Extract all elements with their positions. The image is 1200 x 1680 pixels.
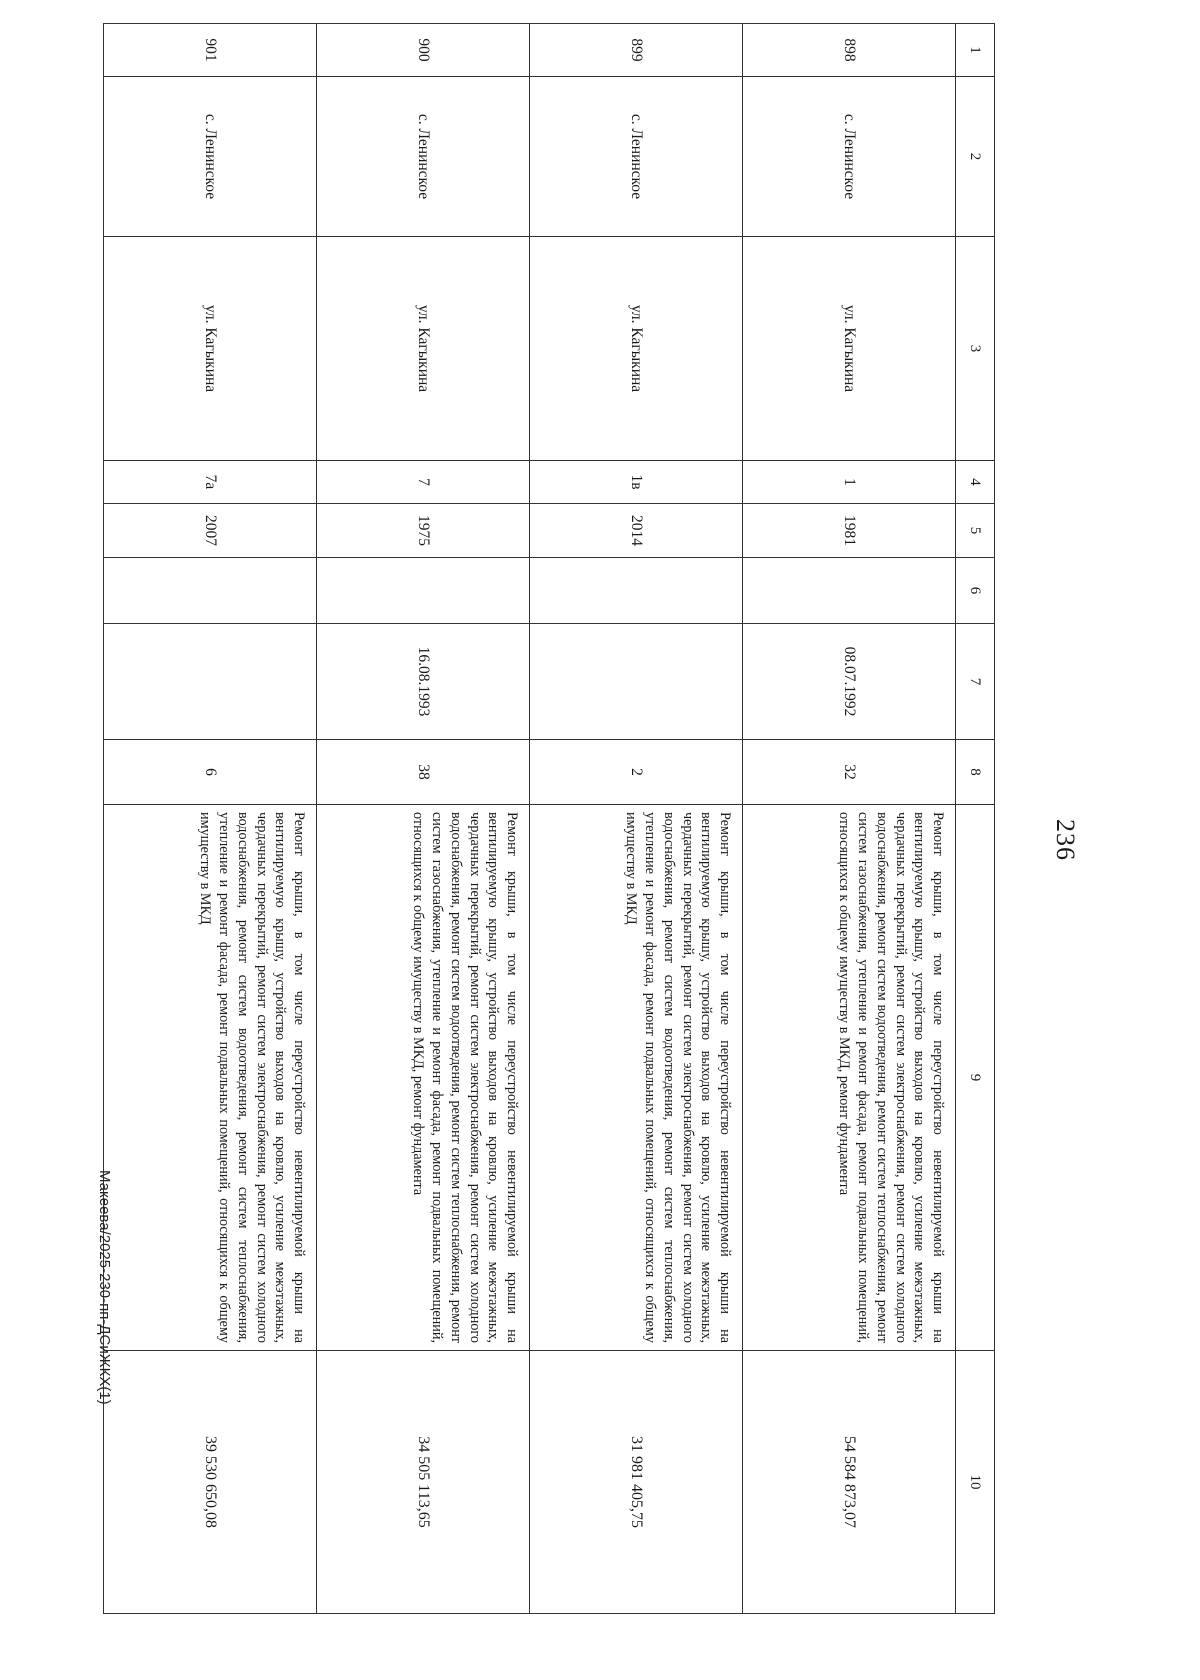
- header-cell: 3: [956, 237, 995, 461]
- year-built-cell: 1981: [743, 504, 956, 558]
- house-cell: 7: [317, 461, 530, 504]
- column-8-cell: 6: [104, 740, 317, 805]
- year-built-cell: 2007: [104, 504, 317, 558]
- header-cell: 4: [956, 461, 995, 504]
- works-cell: Ремонт крыши, в том числе переустройство невентилируемой крыши на вентилируемую крышу, устройство выходов на кровлю, усиление межэтажных, чердачных перекрытий, ремонт систем электроснабжения, ремонт систем холодного водоснабжения, ремонт систем водоотведения, ремонт систем теплоснабжения, ремонт систем газоснабжения, утепление и ремонт фасада, ремонт подвальных помещений, относящихся к общему имуществу в МКД, ремонт фундамента: [317, 805, 530, 1351]
- column-8-cell: 2: [530, 740, 743, 805]
- header-cell: 9: [956, 805, 995, 1351]
- header-cell: 5: [956, 504, 995, 558]
- amount-cell: 34 505 113,65: [317, 1351, 530, 1614]
- settlement-cell: с. Ленинское: [104, 77, 317, 237]
- table-row: [530, 24, 743, 1614]
- column-6-cell: [530, 558, 743, 624]
- row-number: 898: [743, 24, 956, 77]
- date-cell: 16.08.1993: [317, 624, 530, 740]
- year-built-cell: 1975: [317, 504, 530, 558]
- column-6-cell: [743, 558, 956, 624]
- house-cell: 1: [743, 461, 956, 504]
- works-cell: Ремонт крыши, в том числе переустройство невентилируемой крыши на вентилируемую крышу, устройство выходов на кровлю, усиление межэтажных, чердачных перекрытий, ремонт систем электроснабжения, ремонт систем холодного водоснабжения, ремонт систем водоотведения, ремонт систем теплоснабжения, ремонт систем газоснабжения, утепление и ремонт фасада, ремонт подвальных помещений, относящихся к общему имуществу в МКД, ремонт фундамента: [743, 805, 956, 1351]
- works-cell: Ремонт крыши, в том числе переустройство невентилируемой крыши на вентилируемую крышу, устройство выходов на кровлю, усиление межэтажных, чердачных перекрытий, ремонт систем электроснабжения, ремонт систем холодного водоснабжения, ремонт систем водоотведения, ремонт систем теплоснабжения, утепление и ремонт фасада, ремонт подвальных помещений, относящихся к общему имуществу в МКД: [104, 805, 317, 1351]
- settlement-cell: с. Ленинское: [317, 77, 530, 237]
- works-cell: Ремонт крыши, в том числе переустройство невентилируемой крыши на вентилируемую крышу, устройство выходов на кровлю, усиление межэтажных, чердачных перекрытий, ремонт систем электроснабжения, ремонт систем холодного водоснабжения, ремонт систем водоотведения, ремонт систем теплоснабжения, утепление и ремонт фасада, ремонт подвальных помещений, относящихся к общему имуществу в МКД: [530, 805, 743, 1351]
- column-6-cell: [317, 558, 530, 624]
- street-cell: ул. Кагыкина: [104, 237, 317, 461]
- street-cell: ул. Кагыкина: [743, 237, 956, 461]
- column-8-cell: 38: [317, 740, 530, 805]
- street-cell: ул. Кагыкина: [317, 237, 530, 461]
- date-cell: 08.07.1992: [743, 624, 956, 740]
- houses-table: [103, 23, 995, 1614]
- header-cell: 7: [956, 624, 995, 740]
- amount-cell: 31 981 405,75: [530, 1351, 743, 1614]
- table-row: [104, 24, 317, 1614]
- table-row: [317, 24, 530, 1614]
- year-built-cell: 2014: [530, 504, 743, 558]
- row-number: 901: [104, 24, 317, 77]
- column-6-cell: [104, 558, 317, 624]
- table-header-row: [956, 24, 995, 1614]
- column-8-cell: 32: [743, 740, 956, 805]
- house-cell: 1в: [530, 461, 743, 504]
- houses-table-wrap: [103, 23, 995, 1613]
- settlement-cell: с. Ленинское: [743, 77, 956, 237]
- header-cell: 8: [956, 740, 995, 805]
- row-number: 900: [317, 24, 530, 77]
- settlement-cell: с. Ленинское: [530, 77, 743, 237]
- header-cell: 2: [956, 77, 995, 237]
- header-cell: 6: [956, 558, 995, 624]
- date-cell: [530, 624, 743, 740]
- header-cell: 10: [956, 1351, 995, 1614]
- amount-cell: 54 584 873,07: [743, 1351, 956, 1614]
- row-number: 899: [530, 24, 743, 77]
- amount-cell: 39 530 650,08: [104, 1351, 317, 1614]
- house-cell: 7а: [104, 461, 317, 504]
- table-row: [743, 24, 956, 1614]
- document-footer-code: Макеева/2025-230-пп-ДСиЖКХ(1): [96, 1170, 113, 1405]
- street-cell: ул. Кагыкина: [530, 237, 743, 461]
- header-cell: 1: [956, 24, 995, 77]
- page-number: 236: [1051, 819, 1080, 861]
- date-cell: [104, 624, 317, 740]
